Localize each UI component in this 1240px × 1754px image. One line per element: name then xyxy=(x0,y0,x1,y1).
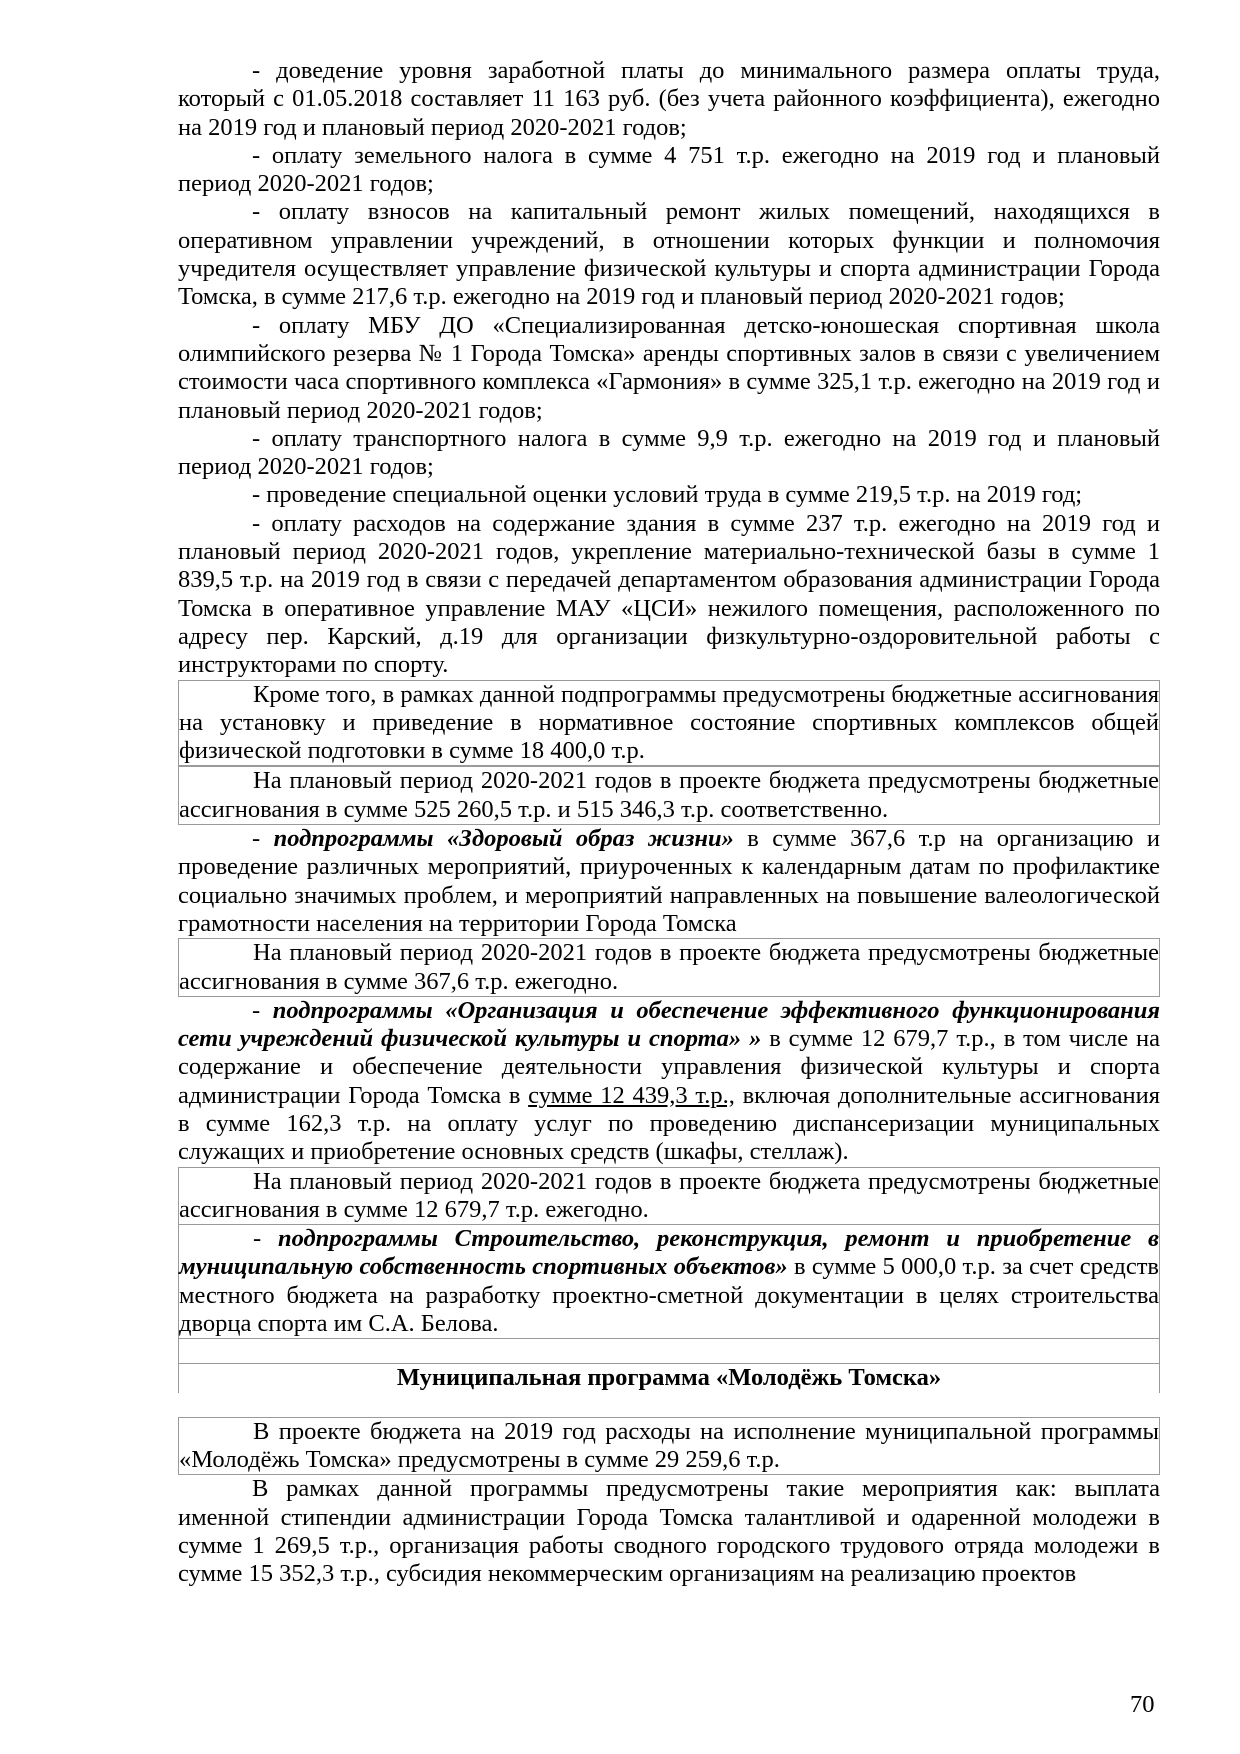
paragraph-building-maintenance: - оплату расходов на содержание здания в сумме 237 т.р. ежегодно на 2019 год и плановый период 2020-2021 годов, укрепление материально-технической базы в сумме 1 839,5 т.р. на 2019 год в связи с передачей департаментом образования администрации Города Томска в оперативное управление МАУ «ЦСИ» нежилого помещения, расположенного по адресу пер. Карский, д.19 для организации физкультурно-оздоровительной работы с инструкторами по спорту. xyxy=(178,509,1160,679)
paragraph-land-tax: - оплату земельного налога в сумме 4 751 т.р. ежегодно на 2019 год и плановый период 2020-2021 годов; xyxy=(178,141,1160,198)
section-heading: Муниципальная программа «Молодёжь Томска» xyxy=(178,1364,1160,1392)
paragraph-healthy-lifestyle xyxy=(178,825,1160,938)
subprogram-title-healthy: подпрограммы «Здоровый образ жизни» xyxy=(273,825,734,853)
dash: - xyxy=(252,996,273,1024)
paragraph-youth-budget: В проекте бюджета на 2019 год расходы на исполнение муниципальной программы «Молодёжь Томска» предусмотрены в сумме 29 259,6 т.р. xyxy=(178,1417,1160,1476)
paragraph-sport-school-rent: - оплату МБУ ДО «Специализированная детско-юношеская спортивная школа олимпийского резерва № 1 Города Томска» аренды спортивных залов в связи с увеличением стоимости часа спортивного комплекса «Гармония» в сумме 325,1 т.р. ежегодно на 2019 год и плановый период 2020-2021 годов; xyxy=(178,311,1160,424)
paragraph-text: в сумме 5 000,0 т.р. за счет средств местного бюджета на разработку проектно-сметной документации в целях строительства дворца спорта им С.А. Белова. xyxy=(179,1253,1159,1338)
page-number: 70 xyxy=(1130,1691,1155,1718)
paragraph-construction-subprogram xyxy=(178,1225,1160,1338)
dash: - xyxy=(253,1225,278,1253)
subprogram-title-construction: подпрограммы Строительство, реконструкция, ремонт и приобретение в муниципальную собственность спортивных объектов» xyxy=(179,1225,1159,1281)
document-page xyxy=(178,57,1160,1588)
paragraph-text: в сумме 367,6 т.р на организацию и проведение различных мероприятий, приуроченных к календарным датам по профилактике социально значимых проблем, и мероприятий направленных на повышение валеологической грамотности населения на территории Города Томска xyxy=(178,825,1160,937)
blank-line xyxy=(178,1338,1160,1364)
subprogram-title-organization: подпрограммы «Организация и обеспечение эффективного функционирования сети учреждений физической культуры и спорта» » xyxy=(178,996,1160,1053)
paragraph-youth-activities: В рамках данной программы предусмотрены такие мероприятия как: выплата именной стипендии администрации Города Томска талантливой и одаренной молодежи в сумме 1 269,5 т.р., организация работы сводного городского трудового отряда молодежи в сумме 15 352,3 т.р., субсидия некоммерческим организациям на реализацию проектов xyxy=(178,1475,1160,1588)
blank-line xyxy=(178,1393,1160,1417)
dash: - xyxy=(252,825,274,853)
paragraph-sport-complexes: Кроме того, в рамках данной подпрограммы предусмотрены бюджетные ассигнования на установку и приведение в нормативное состояние спортивных комплексов общей физической подготовки в сумме 18 400,0 т.р. xyxy=(178,680,1160,767)
paragraph-wage: - доведение уровня заработной платы до минимального размера оплаты труда, который с 01.05.2018 составляет 11 163 руб. (без учета районного коэффициента), ежегодно на 2019 год и плановый период 2020-2021 годов; xyxy=(178,57,1160,141)
paragraph-text: включая дополнительные ассигнования в сумме 162,3 т.р. на оплату услуг по проведению диспансеризации муниципальных служащих и приобретение основных средств (шкафы, стеллаж). xyxy=(178,1081,1160,1166)
paragraph-plan-2020-2021-c: На плановый период 2020-2021 годов в проекте бюджета предусмотрены бюджетные ассигнования в сумме 12 679,7 т.р. ежегодно. xyxy=(178,1167,1160,1226)
paragraph-labor-assessment: - проведение специальной оценки условий труда в сумме 219,5 т.р. на 2019 год; xyxy=(252,481,1083,509)
paragraph-plan-2020-2021-a: На плановый период 2020-2021 годов в проекте бюджета предусмотрены бюджетные ассигнования в сумме 525 260,5 т.р. и 515 346,3 т.р. соответственно. xyxy=(178,766,1160,825)
paragraph-organization-subprogram xyxy=(178,997,1160,1167)
paragraph-text: в сумме 12 679,7 т.р., в том числе на содержание и обеспечение деятельности управления физической культуры и спорта администрации Города Томска в xyxy=(178,1025,1160,1109)
paragraph-transport-tax: - оплату транспортного налога в сумме 9,9 т.р. ежегодно на 2019 год и плановый период 2020-2021 годов; xyxy=(178,424,1160,481)
paragraph-plan-2020-2021-b: На плановый период 2020-2021 годов в проекте бюджета предусмотрены бюджетные ассигнования в сумме 367,6 т.р. ежегодно. xyxy=(178,938,1160,997)
paragraph-capital-repair: - оплату взносов на капитальный ремонт жилых помещений, находящихся в оперативном управлении учреждений, в отношении которых функции и полномочия учредителя осуществляет управление физической культуры и спорта администрации Города Томска, в сумме 217,6 т.р. ежегодно на 2019 год и плановый период 2020-2021 годов; xyxy=(178,198,1160,311)
underlined-amount: сумме 12 439,3 т.р., xyxy=(528,1081,735,1109)
